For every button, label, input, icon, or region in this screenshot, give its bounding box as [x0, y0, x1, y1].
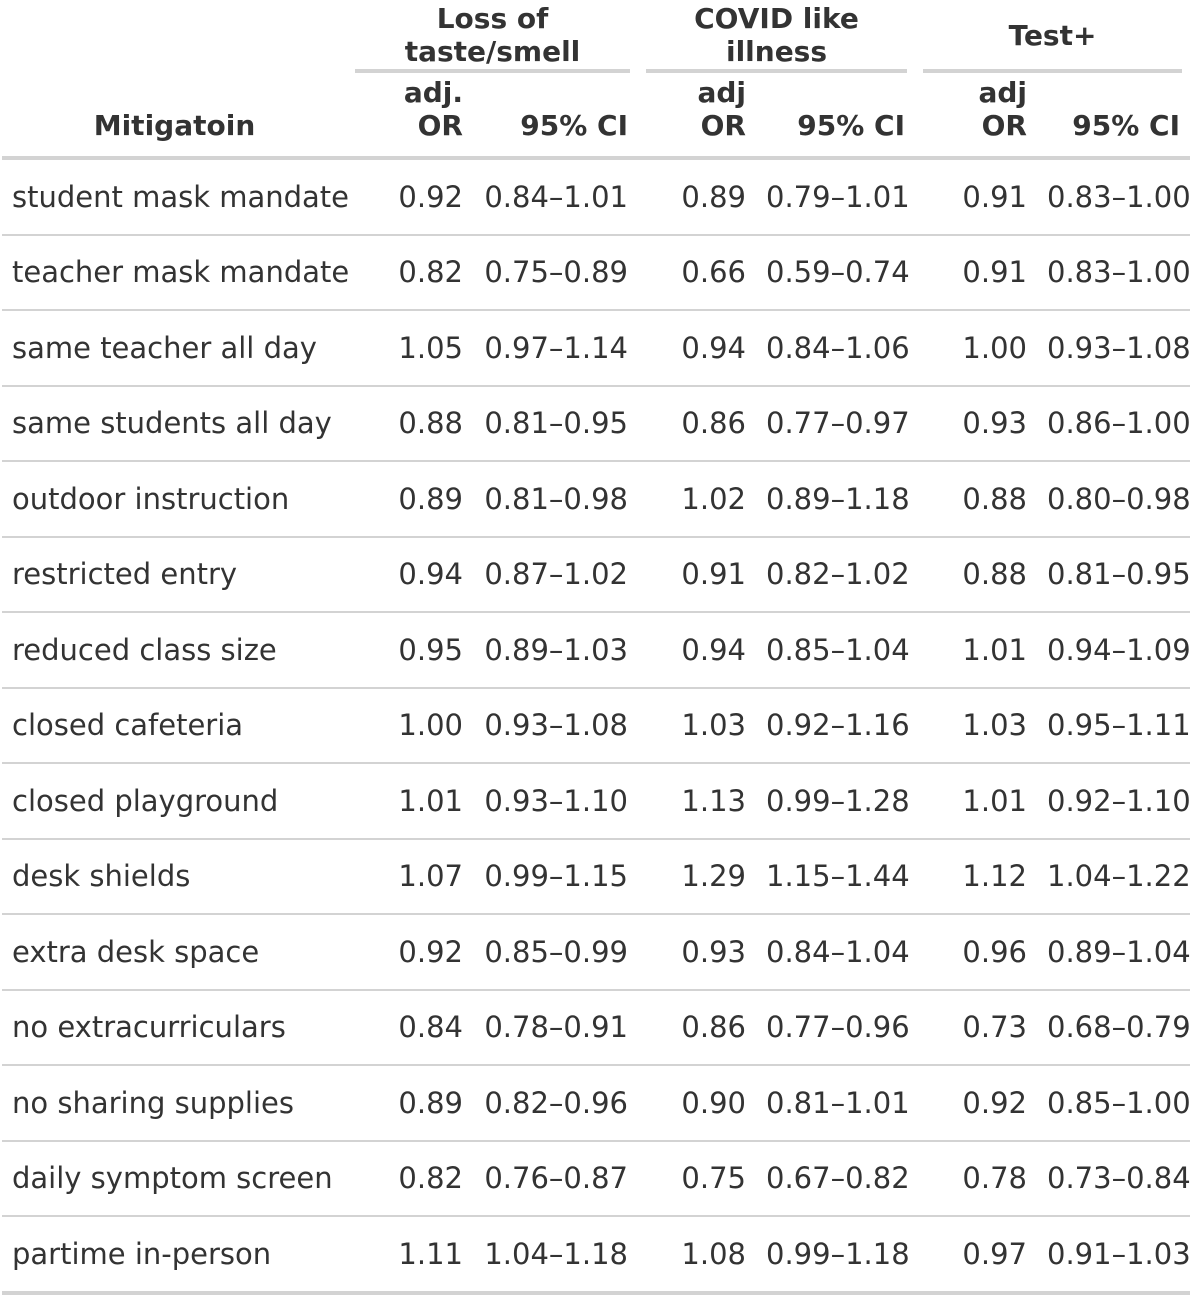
group-header-row: [2, 0, 1190, 76]
cell-mitigation-name: partime in-person: [2, 1216, 347, 1293]
column-header-ci: 95% CI: [1037, 76, 1190, 158]
cell-covid-like-ci: 0.84–1.04: [756, 914, 915, 990]
cell-test-positive-ci: 1.04–1.22: [1037, 839, 1190, 915]
cell-test-positive-or: 0.88: [915, 537, 1037, 613]
cell-covid-like-or: 1.08: [638, 1216, 756, 1293]
cell-test-positive-ci: 0.93–1.08: [1037, 310, 1190, 386]
column-header-or: adj OR: [915, 76, 1037, 158]
cell-taste-smell-or: 1.11: [347, 1216, 473, 1293]
cell-covid-like-ci: 0.77–0.97: [756, 386, 915, 462]
cell-taste-smell-or: 0.84: [347, 990, 473, 1066]
table-row: [2, 763, 1190, 839]
cell-covid-like-ci: 0.81–1.01: [756, 1065, 915, 1141]
cell-test-positive-or: 1.01: [915, 763, 1037, 839]
table-header: [2, 0, 1190, 158]
cell-taste-smell-ci: 0.89–1.03: [473, 612, 638, 688]
cell-taste-smell-ci: 0.78–0.91: [473, 990, 638, 1066]
cell-test-positive-ci: 0.92–1.10: [1037, 763, 1190, 839]
cell-mitigation-name: no sharing supplies: [2, 1065, 347, 1141]
cell-mitigation-name: reduced class size: [2, 612, 347, 688]
cell-covid-like-ci: 0.85–1.04: [756, 612, 915, 688]
cell-taste-smell-or: 0.92: [347, 158, 473, 235]
table-row: [2, 1216, 1190, 1293]
cell-mitigation-name: daily symptom screen: [2, 1141, 347, 1217]
cell-test-positive-or: 1.12: [915, 839, 1037, 915]
cell-taste-smell-ci: 0.99–1.15: [473, 839, 638, 915]
column-header-or: adj OR: [638, 76, 756, 158]
cell-covid-like-or: 0.89: [638, 158, 756, 235]
cell-taste-smell-or: 0.88: [347, 386, 473, 462]
cell-covid-like-ci: 0.79–1.01: [756, 158, 915, 235]
cell-test-positive-ci: 0.89–1.04: [1037, 914, 1190, 990]
table-body: [2, 158, 1190, 1293]
cell-test-positive-or: 0.91: [915, 158, 1037, 235]
cell-test-positive-or: 0.73: [915, 990, 1037, 1066]
table-row: [2, 688, 1190, 764]
cell-test-positive-ci: 0.83–1.00: [1037, 235, 1190, 311]
cell-taste-smell-ci: 0.93–1.10: [473, 763, 638, 839]
group-label: COVID like illness: [694, 2, 859, 68]
group-spanner-rule: [355, 69, 630, 73]
cell-taste-smell-or: 0.89: [347, 461, 473, 537]
table-row: [2, 839, 1190, 915]
cell-test-positive-ci: 0.85–1.00: [1037, 1065, 1190, 1141]
odds-ratio-table: [2, 0, 1190, 1295]
cell-test-positive-ci: 0.86–1.00: [1037, 386, 1190, 462]
cell-test-positive-or: 0.93: [915, 386, 1037, 462]
cell-mitigation-name: closed cafeteria: [2, 688, 347, 764]
cell-taste-smell-ci: 0.87–1.02: [473, 537, 638, 613]
cell-covid-like-ci: 0.82–1.02: [756, 537, 915, 613]
cell-covid-like-ci: 0.92–1.16: [756, 688, 915, 764]
group-header-empty: [2, 0, 347, 76]
group-header-test-positive: [915, 0, 1190, 76]
cell-covid-like-or: 1.29: [638, 839, 756, 915]
table-row: [2, 1141, 1190, 1217]
column-header-ci: 95% CI: [756, 76, 915, 158]
cell-covid-like-or: 0.91: [638, 537, 756, 613]
table-row: [2, 158, 1190, 235]
cell-taste-smell-ci: 0.81–0.98: [473, 461, 638, 537]
group-header-taste-smell: [347, 0, 638, 76]
cell-taste-smell-or: 1.01: [347, 763, 473, 839]
cell-covid-like-ci: 0.84–1.06: [756, 310, 915, 386]
cell-mitigation-name: desk shields: [2, 839, 347, 915]
cell-covid-like-or: 0.94: [638, 310, 756, 386]
cell-mitigation-name: restricted entry: [2, 537, 347, 613]
group-label: Loss of taste/smell: [404, 2, 581, 68]
cell-test-positive-ci: 0.95–1.11: [1037, 688, 1190, 764]
cell-covid-like-or: 0.90: [638, 1065, 756, 1141]
table-row: [2, 914, 1190, 990]
cell-taste-smell-ci: 0.93–1.08: [473, 688, 638, 764]
cell-taste-smell-or: 1.07: [347, 839, 473, 915]
cell-test-positive-or: 0.97: [915, 1216, 1037, 1293]
cell-mitigation-name: teacher mask mandate: [2, 235, 347, 311]
cell-test-positive-or: 1.00: [915, 310, 1037, 386]
column-header-row: [2, 76, 1190, 158]
cell-taste-smell-or: 0.95: [347, 612, 473, 688]
cell-covid-like-ci: 0.99–1.18: [756, 1216, 915, 1293]
cell-test-positive-or: 0.78: [915, 1141, 1037, 1217]
cell-covid-like-or: 1.13: [638, 763, 756, 839]
cell-covid-like-ci: 0.67–0.82: [756, 1141, 915, 1217]
cell-taste-smell-ci: 0.76–0.87: [473, 1141, 638, 1217]
cell-test-positive-or: 0.96: [915, 914, 1037, 990]
cell-test-positive-or: 0.91: [915, 235, 1037, 311]
cell-test-positive-ci: 0.73–0.84: [1037, 1141, 1190, 1217]
table-row: [2, 310, 1190, 386]
cell-taste-smell-or: 0.94: [347, 537, 473, 613]
cell-taste-smell-ci: 0.75–0.89: [473, 235, 638, 311]
odds-ratio-table-container: [2, 0, 1190, 1295]
cell-taste-smell-or: 0.82: [347, 235, 473, 311]
column-header-ci: 95% CI: [473, 76, 638, 158]
cell-mitigation-name: student mask mandate: [2, 158, 347, 235]
cell-mitigation-name: outdoor instruction: [2, 461, 347, 537]
cell-test-positive-ci: 0.68–0.79: [1037, 990, 1190, 1066]
cell-covid-like-ci: 1.15–1.44: [756, 839, 915, 915]
cell-test-positive-ci: 0.83–1.00: [1037, 158, 1190, 235]
cell-test-positive-or: 0.88: [915, 461, 1037, 537]
cell-covid-like-ci: 0.59–0.74: [756, 235, 915, 311]
cell-taste-smell-ci: 0.85–0.99: [473, 914, 638, 990]
cell-mitigation-name: same teacher all day: [2, 310, 347, 386]
cell-taste-smell-ci: 0.82–0.96: [473, 1065, 638, 1141]
cell-covid-like-ci: 0.77–0.96: [756, 990, 915, 1066]
cell-covid-like-or: 1.03: [638, 688, 756, 764]
cell-mitigation-name: no extracurriculars: [2, 990, 347, 1066]
cell-covid-like-or: 0.75: [638, 1141, 756, 1217]
cell-taste-smell-or: 1.00: [347, 688, 473, 764]
column-header-mitigation: Mitigatoin: [2, 76, 347, 158]
group-label: Test+: [1008, 18, 1097, 52]
cell-test-positive-or: 0.92: [915, 1065, 1037, 1141]
group-header-covid-like-illness: [638, 0, 915, 76]
group-spanner-rule: [923, 69, 1182, 73]
table-row: [2, 990, 1190, 1066]
table-row: [2, 612, 1190, 688]
group-spanner-rule: [646, 69, 907, 73]
cell-taste-smell-or: 0.82: [347, 1141, 473, 1217]
cell-covid-like-ci: 0.89–1.18: [756, 461, 915, 537]
table-row: [2, 537, 1190, 613]
cell-covid-like-or: 0.86: [638, 990, 756, 1066]
cell-covid-like-or: 0.94: [638, 612, 756, 688]
cell-covid-like-or: 0.93: [638, 914, 756, 990]
table-row: [2, 235, 1190, 311]
cell-mitigation-name: closed playground: [2, 763, 347, 839]
cell-covid-like-ci: 0.99–1.28: [756, 763, 915, 839]
cell-mitigation-name: same students all day: [2, 386, 347, 462]
cell-test-positive-ci: 0.81–0.95: [1037, 537, 1190, 613]
cell-test-positive-ci: 0.91–1.03: [1037, 1216, 1190, 1293]
cell-covid-like-or: 0.86: [638, 386, 756, 462]
table-row: [2, 1065, 1190, 1141]
cell-taste-smell-ci: 1.04–1.18: [473, 1216, 638, 1293]
cell-test-positive-ci: 0.94–1.09: [1037, 612, 1190, 688]
cell-test-positive-or: 1.03: [915, 688, 1037, 764]
cell-covid-like-or: 0.66: [638, 235, 756, 311]
cell-test-positive-or: 1.01: [915, 612, 1037, 688]
column-header-or: adj. OR: [347, 76, 473, 158]
table-row: [2, 386, 1190, 462]
cell-mitigation-name: extra desk space: [2, 914, 347, 990]
cell-test-positive-ci: 0.80–0.98: [1037, 461, 1190, 537]
cell-taste-smell-or: 0.92: [347, 914, 473, 990]
cell-taste-smell-ci: 0.81–0.95: [473, 386, 638, 462]
cell-taste-smell-ci: 0.84–1.01: [473, 158, 638, 235]
table-row: [2, 461, 1190, 537]
cell-taste-smell-or: 0.89: [347, 1065, 473, 1141]
cell-taste-smell-ci: 0.97–1.14: [473, 310, 638, 386]
cell-covid-like-or: 1.02: [638, 461, 756, 537]
cell-taste-smell-or: 1.05: [347, 310, 473, 386]
